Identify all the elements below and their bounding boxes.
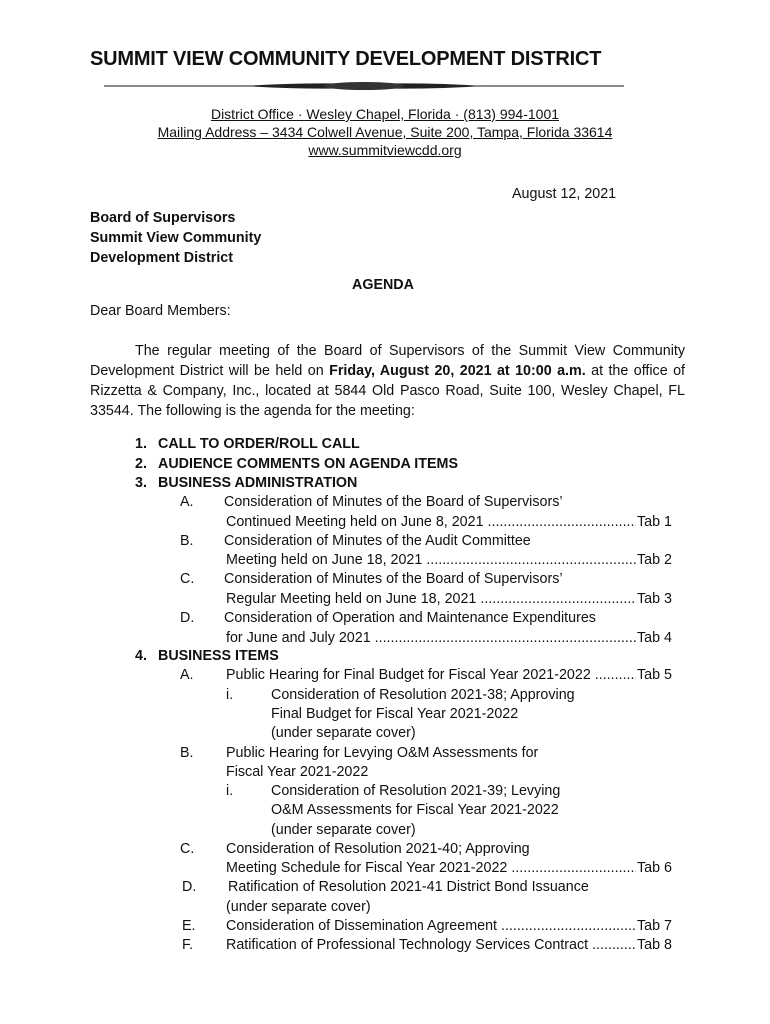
item-2-number: 2. — [135, 456, 147, 472]
item-4c-tab: Tab 6 — [637, 860, 672, 876]
item-4f-tab: Tab 8 — [637, 937, 672, 953]
item-4b-line-1: Public Hearing for Levying O&M Assessments for — [226, 745, 539, 761]
item-4f-tab-row — [226, 937, 672, 953]
item-2-label: AUDIENCE COMMENTS ON AGENDA ITEMS — [158, 456, 458, 472]
item-4b-line-2: Fiscal Year 2021-2022 — [226, 764, 369, 780]
item-4b-i-line-1: Consideration of Resolution 2021-39; Levying — [271, 783, 561, 799]
addressee-line-3: Development District — [90, 250, 234, 266]
item-4a-tab: Tab 5 — [637, 667, 672, 683]
item-4-label: BUSINESS ITEMS — [158, 648, 279, 664]
item-1-label: CALL TO ORDER/ROLL CALL — [158, 436, 360, 452]
item-4e-letter: E. — [182, 918, 196, 934]
decorative-divider — [104, 80, 624, 92]
item-3c-letter: C. — [180, 571, 195, 587]
item-4b-i-line-3: (under separate cover) — [271, 822, 416, 838]
item-3a-tab: Tab 1 — [637, 514, 672, 530]
mailing-address-line: Mailing Address – 3434 Colwell Avenue, Suite 200, Tampa, Florida 33614 — [157, 124, 613, 140]
item-3b-line-1: Consideration of Minutes of the Audit Committee — [224, 533, 531, 549]
item-4a-tab-row — [226, 667, 672, 683]
item-3a-tab-row — [226, 514, 672, 530]
item-1-number: 1. — [135, 436, 147, 452]
meeting-datetime: Friday, August 20, 2021 at 10:00 a.m. — [329, 363, 586, 379]
item-4e-tab-row — [226, 918, 672, 934]
item-3-number: 3. — [135, 475, 147, 491]
item-4c-line-2: Meeting Schedule for Fiscal Year 2021-2022 ..... — [226, 860, 636, 876]
item-4c-line-1: Consideration of Resolution 2021-40; Approving — [226, 841, 530, 857]
item-3c-tab-row — [226, 591, 672, 607]
letter-date: August 12, 2021 — [512, 186, 617, 202]
district-title: SUMMIT VIEW COMMUNITY DEVELOPMENT DISTRICT — [90, 48, 602, 70]
item-4b-letter: B. — [180, 745, 194, 761]
item-4b-i-line-2: O&M Assessments for Fiscal Year 2021-2022 — [271, 802, 559, 818]
item-3c-line-2: Regular Meeting held on June 18, 2021 ..... — [226, 591, 636, 607]
item-3d-tab: Tab 4 — [637, 630, 672, 646]
item-4-number: 4. — [135, 648, 147, 664]
item-4a-letter: A. — [180, 667, 194, 683]
item-4b-i-numeral: i. — [226, 783, 234, 799]
item-3d-line-1: Consideration of Operation and Maintenance Expenditures — [224, 610, 596, 626]
item-3b-letter: B. — [180, 533, 194, 549]
item-3d-letter: D. — [180, 610, 195, 626]
item-3b-tab: Tab 2 — [637, 552, 672, 568]
item-4a-i-line-2: Final Budget for Fiscal Year 2021-2022 — [271, 706, 519, 722]
item-4a-i-line-1: Consideration of Resolution 2021-38; Approving — [271, 687, 575, 703]
agenda-heading: AGENDA — [352, 277, 414, 293]
district-office-line: District Office · Wesley Chapel, Florida · (813) 994-1001 — [210, 106, 560, 122]
item-3a-line-1: Consideration of Minutes of the Board of Supervisors’ — [224, 494, 563, 510]
item-4a-line-1: Public Hearing for Final Budget for Fiscal Year 2021-2022 ..... — [226, 667, 636, 683]
item-3c-tab: Tab 3 — [637, 591, 672, 607]
item-4a-i-line-3: (under separate cover) — [271, 725, 416, 741]
intro-text-1: The regular meeting of the Board of Supervisors of the Summit View Community Development District will be held on — [90, 343, 685, 379]
item-4c-tab-row — [226, 860, 672, 876]
salutation: Dear Board Members: — [90, 303, 231, 319]
item-4e-tab: Tab 7 — [637, 918, 672, 934]
intro-paragraph — [90, 341, 685, 421]
item-4d-letter: D. — [182, 879, 197, 895]
item-3b-line-2: Meeting held on June 18, 2021 ..... — [226, 552, 636, 568]
item-3b-tab-row — [226, 552, 672, 568]
item-3c-line-1: Consideration of Minutes of the Board of Supervisors’ — [224, 571, 563, 587]
item-4e-line-1: Consideration of Dissemination Agreement ..... — [226, 918, 636, 934]
addressee-line-2: Summit View Community — [90, 230, 262, 246]
item-3a-line-2: Continued Meeting held on June 8, 2021 ..... — [226, 514, 636, 530]
item-4d-line-2: (under separate cover) — [226, 899, 371, 915]
intro-text-2: at the office of Rizzetta & Company, Inc., located at 5844 Old Pasco Road, Suite 100, Wesley Chapel, FL 33544. The following is the agenda for the meeting: — [90, 363, 685, 419]
addressee-line-1: Board of Supervisors — [90, 210, 236, 226]
item-4c-letter: C. — [180, 841, 195, 857]
item-4f-letter: F. — [182, 937, 194, 953]
item-4a-i-numeral: i. — [226, 687, 234, 703]
item-3a-letter: A. — [180, 494, 194, 510]
item-4f-line-1: Ratification of Professional Technology Services Contract ..... — [226, 937, 636, 953]
website-link[interactable]: www.summitviewcdd.org — [308, 142, 462, 158]
item-4d-line-1: Ratification of Resolution 2021-41 District Bond Issuance — [228, 879, 589, 895]
item-3-label: BUSINESS ADMINISTRATION — [158, 475, 358, 491]
item-3d-tab-row — [226, 630, 672, 646]
item-3d-line-2: for June and July 2021 ..... — [226, 630, 636, 646]
